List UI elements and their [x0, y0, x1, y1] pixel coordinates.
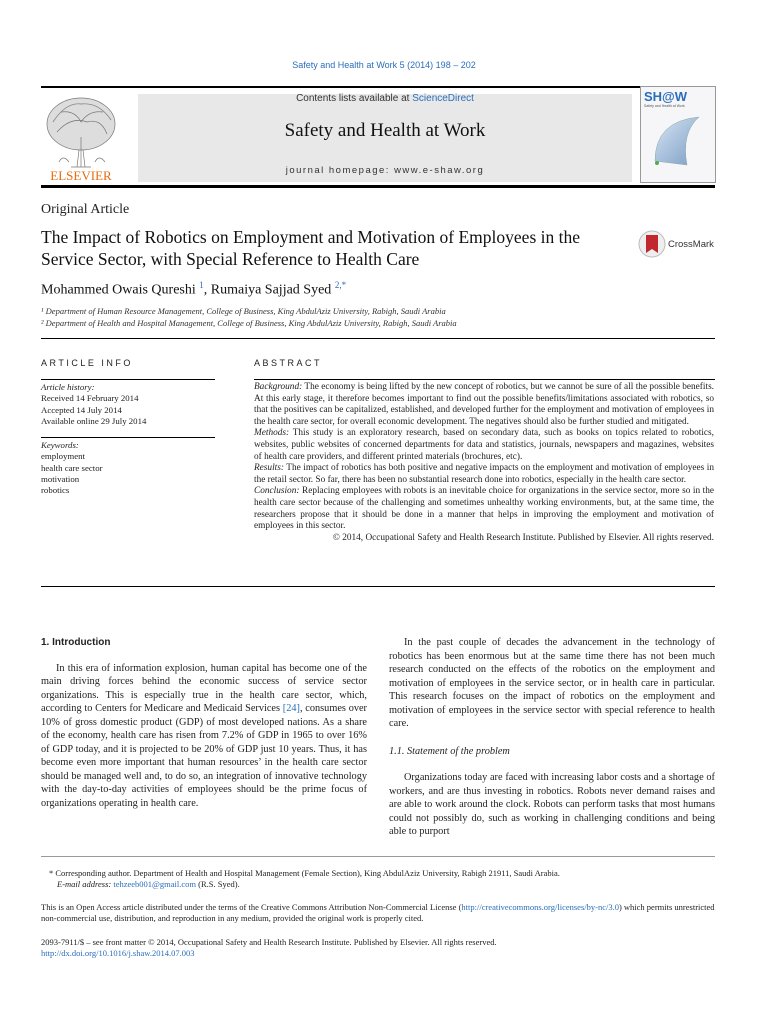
- conclusion-text: Replacing employees with robots is an inevitable choice for organizations in the service sector, more so in the health care sector because of the challenging and sometimes unhealthy working environments, but, at the same time, the researchers propose that it should be done in a manner that helps in improving the employment and motivation of employees in this sector.: [254, 486, 715, 532]
- section-rule-bottom: [41, 586, 715, 587]
- intro-paragraph-1: [41, 662, 367, 811]
- info-rule-1: [41, 379, 215, 380]
- accepted-date: Accepted 14 July 2014: [41, 404, 122, 415]
- email-label: E-mail address:: [57, 879, 112, 889]
- email-link[interactable]: tehzeeb001@gmail.com: [113, 879, 197, 889]
- results-text: The impact of robotics has both positive and negative impacts on the employment and motivation of employees in the retail sector. So far, there has been no substantial research done into robotics, especially in the health care sector.: [254, 463, 714, 485]
- author-1: Mohammed Owais Qureshi: [41, 282, 196, 298]
- article-history: [41, 382, 215, 427]
- issn-line: 2093-7911/$ – see front matter © 2014, Occupational Safety and Health Research Institute. Published by Elsevier. All rights reserved.: [41, 937, 497, 947]
- author-2: Rumaiya Sajjad Syed: [210, 282, 332, 298]
- publisher-name: ELSEVIER: [50, 168, 112, 182]
- keyword: motivation: [41, 473, 80, 484]
- problem-subheading: 1.1. Statement of the problem: [389, 745, 510, 757]
- abstract-methods: [254, 428, 714, 463]
- email-suffix: (R.S. Syed).: [198, 879, 240, 889]
- methods-text: This study is an exploratory research, based on secondary data, such as books on topics related to robotics, websites, public websites of concerned departments for data and statistics, journals, newspapers and magazines, websites of health care providers, and different printed materials (brochures, etc).: [254, 428, 714, 462]
- contents-prefix: Contents lists available at: [296, 93, 413, 104]
- abstract-conclusion: [254, 486, 714, 532]
- elsevier-logo: [41, 92, 121, 182]
- problem-paragraph: Organizations today are faced with increasing labor costs and a shortage of workers, and are thus investing in robotics. Robots never demand raises and are able to work around the clock. Robots can perform tasks that most humans could not possibly do, such as working in challenging conditions and being able to purport: [389, 772, 715, 837]
- results-label: Results:: [254, 463, 284, 474]
- citation-24[interactable]: [24]: [282, 703, 300, 714]
- intro-paragraph-2: In the past couple of decades the advancement in the technology of robotics has been enormous but at the same time there has not been much research conducted on the effects of the robotics on the employment and motivation of employees in the service sector, or in health care in particular. This research focuses on the impact of robotics on the employment and motivation of employees in the service sector with special reference to health care.: [389, 637, 715, 729]
- elsevier-tree-icon: [41, 92, 121, 182]
- body-column-left: [41, 636, 367, 810]
- background-text: The economy is being lifted by the new concept of robotics, but we cannot be sure of all the possible benefits. At this early stage, it therefore becomes important to find out the possible benefits/limitations associated with robotics, so that the positives can be capitalized, established, and developed further for the employment and motivation of employees in the health care sector, for overall economic development. The negatives should also be further studied and mitigated.: [254, 382, 715, 427]
- keyword: health care sector: [41, 462, 103, 473]
- section-rule-top: [41, 338, 715, 339]
- journal-cover: [640, 86, 716, 183]
- cover-art-icon: [651, 113, 707, 169]
- header-rule-bottom: [41, 185, 715, 188]
- crossmark-label: CrossMark: [668, 239, 714, 250]
- doi-link[interactable]: http://dx.doi.org/10.1016/j.shaw.2014.07.003: [41, 948, 195, 958]
- abstract-body: [254, 382, 714, 544]
- running-head: Safety and Health at Work 5 (2014) 198 – 202: [292, 60, 476, 70]
- corresponding-footnote: [41, 868, 715, 890]
- license-link[interactable]: http://creativecommons.org/licenses/by-nc/3.0: [461, 902, 619, 912]
- license-text-b: ) which permits unrestricted non-commercial use, distribution, and reproduction in any medium, provided the original work is properly cited.: [41, 902, 715, 923]
- p1-text-b: , consumes over 10% of gross domestic product (GDP) of most developed nations. As a share of the economy, health care has risen from 7.2% of GDP in 1965 to over 16% of GDP today, and it is projected to be 20% of GDP just 10 years. Thus, it has become even more important that human resources’ in the health care sector should be managed well and, to do so, an integration of innovative technology with the day-to-day activities of employees should be the prime focus of organizations operating in health care.: [41, 703, 367, 809]
- keyword: employment: [41, 451, 85, 462]
- article-info-heading: ARTICLE INFO: [41, 358, 133, 368]
- journal-title: Safety and Health at Work: [284, 120, 486, 141]
- sciencedirect-link[interactable]: ScienceDirect: [412, 93, 474, 104]
- article-type: Original Article: [41, 202, 130, 217]
- abstract-rule: [254, 379, 715, 380]
- received-date: Received 14 February 2014: [41, 393, 139, 404]
- abstract-heading: ABSTRACT: [254, 358, 323, 368]
- license-note: [41, 902, 715, 924]
- abstract-background: [254, 382, 714, 428]
- keyword: robotics: [41, 485, 70, 496]
- article-title: The Impact of Robotics on Employment and Motivation of Employees in the Service Sector, with Special Reference to Health Care: [41, 227, 580, 269]
- p1-text-a: In this era of information explosion, human capital has become one of the main driving forces behind the economic success of service sector organizations. This is especially true in the health care sector, which, according to Centers for Medicare and Medicaid Services: [41, 662, 367, 714]
- crossmark-icon: [638, 229, 666, 259]
- abstract-results: [254, 463, 714, 486]
- info-rule-2: [41, 437, 215, 438]
- cover-title: SH@W: [644, 89, 688, 104]
- issn-note: [41, 937, 715, 959]
- keywords-label: Keywords:: [41, 440, 79, 450]
- license-text-a: This is an Open Access article distributed under the terms of the Creative Commons Attribution Non-Commercial License (: [41, 902, 462, 912]
- online-date: Available online 29 July 2014: [41, 415, 147, 426]
- cover-subtitle: Safety and Health at Work: [644, 104, 685, 108]
- contents-line: [138, 93, 632, 104]
- background-label: Background:: [254, 382, 303, 392]
- keywords: [41, 440, 215, 496]
- author-2-affil[interactable]: 2,: [334, 280, 342, 290]
- affiliation-2: ² Department of Health and Hospital Management, College of Business, King AbdulAziz University, Rabigh, Saudi Arabia: [41, 318, 457, 328]
- footnote-rule: [41, 856, 715, 857]
- corresponding-text: Corresponding author. Department of Health and Hospital Management (Female Section), King AbdulAziz University, Rabigh 21911, Saudi Arabia.: [55, 868, 560, 878]
- conclusion-label: Conclusion:: [254, 486, 300, 497]
- history-label: Article history:: [41, 382, 95, 392]
- author-1-affil[interactable]: 1: [199, 280, 204, 290]
- footnote-mark: *: [49, 868, 54, 878]
- crossmark-badge[interactable]: [638, 229, 716, 259]
- journal-homepage[interactable]: journal homepage: www.e-shaw.org: [285, 165, 485, 176]
- header-rule-top: [41, 86, 715, 88]
- author-list: Mohammed Owais Qureshi $^1$, Rumaiya Sajjad Syed $^{2,*}$: [41, 280, 347, 298]
- body-column-right: [389, 636, 715, 839]
- corresponding-mark[interactable]: *: [341, 280, 347, 290]
- abstract-copyright: © 2014, Occupational Safety and Health Research Institute. Published by Elsevier. All rights reserved.: [332, 532, 714, 543]
- methods-label: Methods:: [254, 428, 290, 439]
- affiliation-1: ¹ Department of Human Resource Management, College of Business, King AbdulAziz University, Rabigh, Saudi Arabia: [41, 306, 446, 316]
- intro-heading: 1. Introduction: [41, 637, 111, 648]
